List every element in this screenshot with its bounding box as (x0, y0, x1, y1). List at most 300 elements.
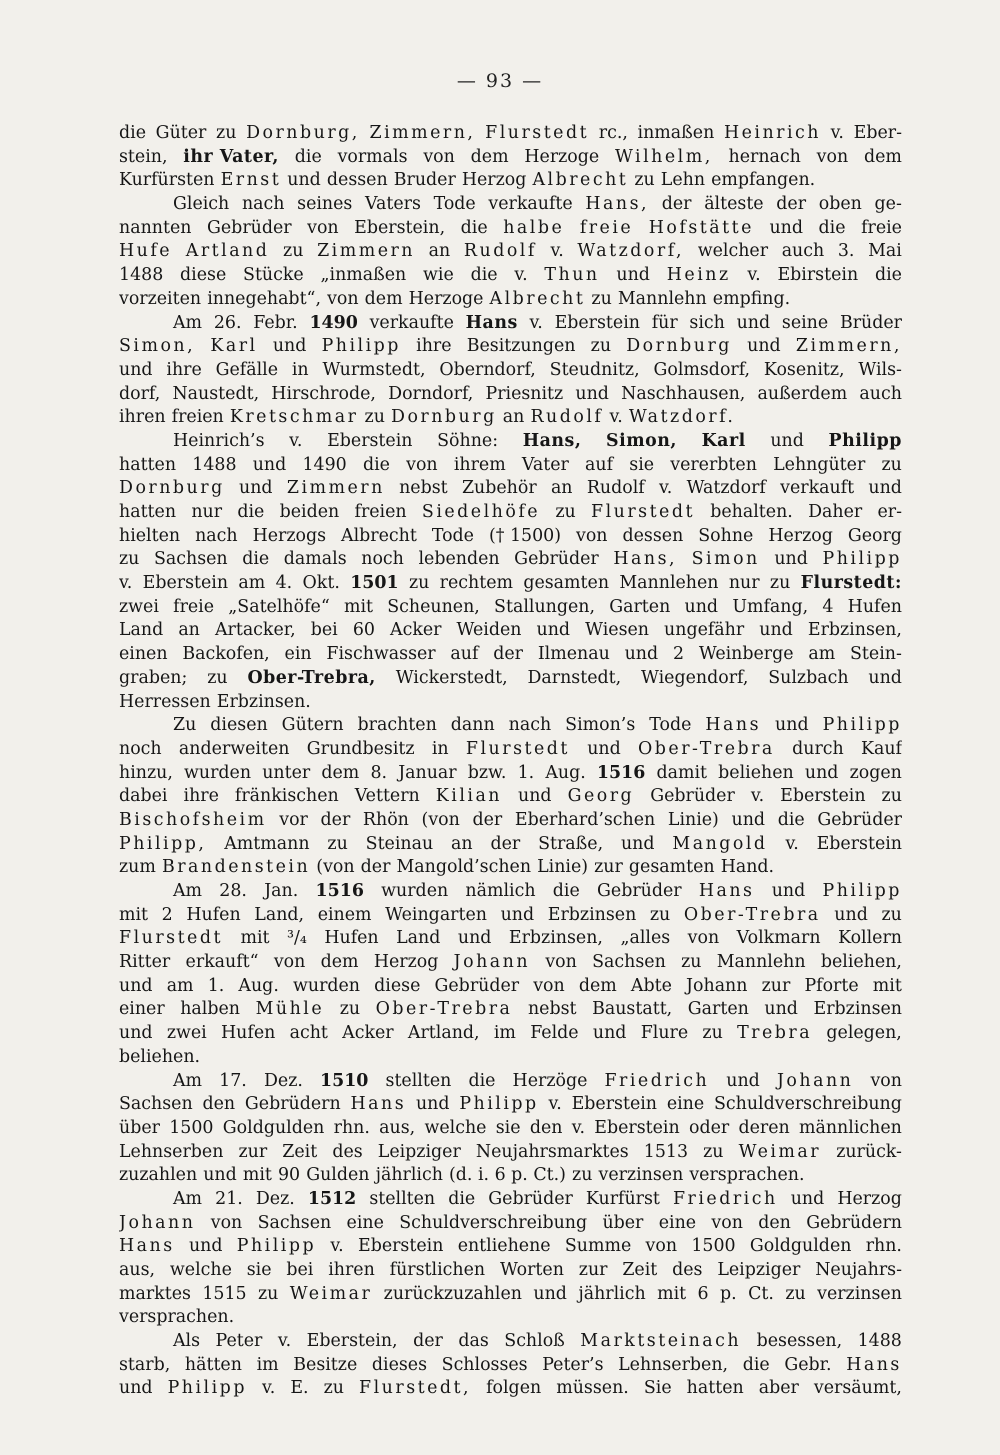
word: zum (119, 857, 156, 878)
word: Naschhausen, (621, 383, 746, 404)
word: Brüder (839, 312, 902, 333)
word: Friedrich (672, 1188, 778, 1209)
word: beliehen (718, 762, 794, 783)
word: Philipp (828, 430, 902, 451)
word: Philipp (167, 1378, 247, 1399)
word: an (550, 478, 573, 499)
word: verkaufte (369, 312, 454, 333)
word: ihren (119, 407, 166, 428)
word: ungefähr (664, 620, 745, 641)
word: Zimmern, (369, 123, 476, 143)
word: empfing. (712, 288, 791, 309)
word: Tode (649, 715, 692, 736)
word: zwei (119, 596, 159, 617)
word: v. (659, 478, 673, 499)
text-line (119, 643, 902, 667)
word: Gebrüdern (806, 1212, 902, 1233)
text-line (119, 217, 902, 241)
word: 3. (837, 241, 855, 262)
word: E. (290, 1378, 309, 1399)
text-line (119, 975, 902, 999)
word: 17. (219, 1070, 247, 1091)
word: Mannlehen (619, 573, 719, 594)
word: Land (119, 620, 164, 641)
word: Vater (521, 454, 569, 475)
word: Jan. (264, 881, 299, 901)
word: zu (649, 904, 671, 925)
word: am (238, 573, 266, 594)
word: zur (594, 857, 623, 878)
word: Januar (398, 762, 457, 783)
word: († 1500) (488, 525, 562, 546)
word: männlichen (799, 1117, 902, 1138)
word: Mai (868, 241, 902, 262)
word: ihre (183, 786, 219, 807)
word: innegehabt“, (207, 288, 321, 309)
word: zu (703, 1141, 724, 1162)
word: Artland, (407, 1023, 480, 1044)
word: Acker (390, 620, 442, 641)
word: Dorndorf, (388, 383, 474, 404)
word: die (470, 265, 498, 286)
word: erkauft“ (185, 952, 259, 973)
word: Besitze (293, 1354, 358, 1375)
text-line (119, 1330, 902, 1354)
word: Herzöge (512, 1070, 588, 1091)
word: diese (180, 265, 227, 286)
word: Marktsteinach (580, 1331, 742, 1352)
word: beliehen. (119, 1046, 201, 1067)
word: Tode (431, 525, 474, 546)
word: Lehngüter (773, 454, 866, 475)
word: Mangold (672, 833, 768, 854)
word: starb, (119, 1354, 171, 1375)
word: freie (579, 217, 634, 238)
word: und (616, 265, 650, 286)
word: Felde (530, 1023, 579, 1044)
word: der (493, 644, 523, 665)
word: und (774, 549, 808, 570)
word: Gütern (281, 715, 344, 736)
word: Lehnserben (119, 1141, 224, 1162)
word: Gebr. (784, 1354, 832, 1375)
text-line (119, 714, 902, 738)
word: Flurstedt (119, 928, 223, 949)
text-line (119, 904, 902, 928)
word: Hans (119, 1236, 175, 1257)
word: Johann (453, 952, 531, 973)
word: Artacker, (214, 620, 296, 641)
word: v. (830, 123, 844, 143)
word: die (294, 146, 322, 167)
text-line (119, 1022, 902, 1046)
word: v. (785, 833, 799, 854)
text-line (119, 264, 902, 288)
text-line (119, 596, 902, 620)
word: Weiden (456, 620, 522, 641)
word: sie (629, 454, 655, 475)
word: ihrem (453, 454, 506, 475)
word: und (771, 881, 806, 901)
word: von (576, 525, 608, 546)
word: die (119, 123, 146, 143)
word: Herzog (768, 525, 833, 546)
word: Steinau (365, 833, 434, 854)
word: nur (728, 573, 760, 594)
word: und (747, 336, 781, 357)
word: Goldgulden (222, 1117, 325, 1138)
word: einem (317, 904, 372, 925)
word: älteste (704, 194, 764, 215)
word: Priesnitz (485, 383, 564, 404)
word: eine (666, 1094, 705, 1115)
word: Okt. (302, 573, 340, 594)
word: Kilian (435, 786, 503, 807)
word: Bruder (393, 170, 456, 191)
word: Rudolf (463, 241, 537, 262)
word: Philipp (822, 549, 902, 570)
word: Peter (215, 1331, 263, 1352)
word: Brandenstein (161, 857, 311, 878)
word: Eberhard’schen (514, 809, 656, 830)
word: zu (555, 502, 576, 522)
word: vererbten (670, 454, 757, 475)
word: v. (119, 573, 133, 594)
word: Erbzinsen. (216, 691, 311, 712)
word: Hans (698, 881, 755, 901)
word: Hufe (119, 241, 173, 262)
word: Am (173, 881, 203, 901)
word: Schlosses (441, 1354, 528, 1375)
word: Hirschrode, (271, 383, 376, 404)
word: Leipziger (377, 1141, 461, 1162)
word: und (575, 383, 609, 404)
word: Herzoge (524, 146, 600, 167)
word: Aug. (238, 975, 279, 996)
word: stellten (385, 1070, 452, 1091)
word: v. (514, 265, 528, 286)
word: Ernst (220, 170, 282, 191)
word: Gleich (173, 194, 230, 215)
word: auf (585, 454, 614, 475)
word: Zubehör (461, 478, 537, 499)
word: Ober-Trebra (638, 738, 775, 759)
word: welche (169, 1260, 232, 1280)
body-text (119, 122, 902, 1401)
text-line (119, 193, 902, 217)
word: Wiesen (585, 620, 649, 641)
word: Simon’s (565, 715, 636, 736)
word: deren (738, 1117, 790, 1138)
word: Eberstein, (306, 1331, 398, 1352)
word: zu (327, 833, 348, 854)
word: v. (277, 1331, 292, 1352)
word: 1512 (307, 1188, 357, 1209)
word: mit (119, 904, 149, 925)
word: und (620, 833, 655, 854)
word: und (500, 904, 535, 925)
text-line (119, 122, 902, 146)
word: Schuldverschreibung (399, 1212, 588, 1233)
word: jährlich (375, 1165, 443, 1186)
word: Besitzungen (466, 336, 576, 357)
word: v. (609, 407, 623, 428)
word: aber (758, 1378, 799, 1399)
word: verkaufte (488, 194, 573, 215)
word: eine (346, 1212, 384, 1233)
word: von (210, 1212, 243, 1233)
word: zu (590, 336, 612, 357)
word: Linie) (667, 809, 719, 830)
word: des (672, 1260, 703, 1280)
word: und (731, 809, 766, 830)
word: ihren (328, 1260, 375, 1280)
word: Gebrüder (207, 217, 292, 238)
word: vormals (337, 146, 408, 167)
word: und (764, 999, 798, 1020)
word: 26. (213, 312, 242, 333)
word: auf (450, 644, 479, 665)
word: Dornburg, (246, 123, 360, 143)
word: Lehnserben, (618, 1354, 729, 1375)
text-line (119, 169, 902, 193)
word: hatten (119, 454, 177, 475)
word: Hans (846, 1354, 902, 1375)
word: dieses (371, 1354, 428, 1375)
word: die (242, 549, 270, 570)
word: zu (881, 454, 902, 475)
word: Karl (210, 336, 258, 357)
word: der (776, 194, 807, 215)
word: Friedrich (604, 1070, 710, 1091)
word: der (472, 809, 503, 830)
word: 21. (215, 1188, 243, 1209)
word: beliehen, (820, 952, 902, 973)
word: einer (119, 999, 165, 1020)
word: welche (424, 1117, 487, 1138)
text-line (119, 1188, 902, 1212)
word: hätten (184, 1354, 242, 1375)
word: ihr Vater, (183, 146, 279, 167)
word: 8. (370, 762, 388, 783)
word: nach (241, 194, 285, 215)
word: von (327, 288, 359, 309)
word: Gebrüder (434, 975, 520, 996)
word: Philipp (822, 881, 902, 901)
word: gelegen, (826, 1023, 902, 1044)
word: v. (548, 1094, 562, 1115)
word: am (166, 975, 194, 996)
word: ³/₄ (287, 928, 307, 949)
word: „Satelhöfe“ (228, 596, 330, 617)
word: und (415, 1094, 450, 1115)
word: Gebrüder (597, 881, 682, 901)
word: Mannlehn (617, 288, 707, 309)
word: Hans (705, 715, 762, 736)
word: fränkischen (234, 786, 339, 807)
word: nach (508, 715, 552, 736)
word: zu (702, 1023, 723, 1044)
word: wie (423, 265, 454, 286)
word: Flure (640, 1023, 689, 1044)
word: mit (240, 928, 270, 949)
word: zu (258, 1283, 279, 1304)
word: mit (242, 1165, 272, 1186)
word: marktes (119, 1283, 191, 1304)
word: 4. (275, 573, 293, 594)
word: Neujahrs- (815, 1260, 902, 1280)
word: Kurfürsten (119, 170, 215, 191)
word: Dornburg (391, 407, 497, 428)
text-line (119, 1354, 902, 1378)
word: Weingarten (385, 904, 487, 925)
word: Gebrüder (650, 786, 735, 807)
word: Rudolf (586, 478, 645, 499)
word: Georg (567, 786, 635, 807)
text-line (119, 1283, 902, 1307)
word: mit (343, 596, 373, 617)
word: und (592, 1023, 627, 1044)
word: „inmaßen (320, 265, 407, 286)
word: der (360, 857, 391, 878)
word: die (468, 1070, 496, 1091)
word: Land (396, 928, 441, 949)
word: Eberstein (554, 312, 640, 333)
word: Bischofsheim (119, 809, 267, 830)
word: v. (330, 1236, 344, 1257)
word: v. (550, 241, 564, 262)
text-line (119, 525, 902, 549)
word: Hofstätte (648, 217, 754, 238)
word: Erbzinsen (813, 999, 902, 1020)
word: graben; (119, 667, 188, 688)
word: Herzog (373, 952, 439, 973)
word: Albrecht (341, 525, 417, 546)
word: Flurstedt: (800, 573, 902, 594)
word: versäumt, (813, 1378, 902, 1399)
word: Hufen (847, 596, 902, 617)
word: Hufen (186, 904, 241, 925)
word: und (684, 596, 719, 617)
word: und (239, 478, 273, 499)
word: Stallungen, (494, 596, 595, 617)
word: 6 (697, 1283, 709, 1304)
word: diese (374, 975, 421, 996)
word: zu (785, 1283, 806, 1304)
word: den (529, 1117, 563, 1138)
word: Karl (701, 430, 746, 451)
word: Hufen (324, 928, 379, 949)
word: mit (657, 1283, 687, 1304)
word: die (362, 454, 390, 475)
word: von (406, 454, 438, 475)
word: dem (578, 975, 617, 996)
word: Aug. (545, 762, 586, 783)
word: der (490, 833, 521, 854)
word: zu (216, 123, 237, 143)
word: zu (207, 667, 228, 688)
word: v. (262, 1378, 276, 1399)
word: Wurmstedt, (322, 359, 426, 380)
word: verkauft (780, 478, 855, 499)
word: Kollern (838, 928, 902, 949)
word: hatten (686, 1378, 744, 1399)
word: von (545, 952, 577, 973)
text-line (119, 335, 902, 359)
word: und (272, 336, 307, 357)
word: Sachsen (153, 549, 228, 570)
word: 1500 (691, 1236, 736, 1257)
word: gesamten (628, 857, 715, 878)
word: zur (238, 1141, 268, 1162)
word: Summe (564, 1236, 632, 1257)
word: p. (720, 1283, 737, 1304)
word: Hans (465, 312, 518, 333)
word: entliehene (457, 1236, 551, 1257)
word: dessen (622, 525, 684, 546)
word: hatten (119, 502, 177, 522)
word: Eberstein (594, 1117, 680, 1138)
word: Heinz (666, 265, 731, 286)
word: Eberstein (571, 1094, 658, 1115)
word: dem (364, 288, 403, 309)
word: v. (289, 430, 303, 451)
text-line (119, 1117, 902, 1141)
word: Trebra (737, 1023, 813, 1044)
word: Kurfürst (585, 1188, 660, 1209)
word: halben (180, 999, 240, 1020)
word: zu (681, 952, 702, 973)
word: und (536, 620, 571, 641)
word: Dez. (255, 1188, 295, 1209)
word: Leipziger (717, 1260, 801, 1280)
word: und (769, 217, 803, 238)
word: rhn. (865, 1236, 902, 1257)
word: Hans, (585, 194, 650, 215)
word: seine (781, 312, 829, 333)
word: versprachen. (689, 1165, 805, 1186)
word: und (203, 1165, 237, 1186)
word: Garten (609, 596, 671, 617)
word: und (790, 1188, 825, 1209)
word: den (758, 1212, 791, 1233)
word: Dez. (263, 1070, 303, 1091)
word: Kosenitz, (763, 359, 845, 380)
word: der (661, 194, 692, 215)
word: seines (297, 194, 353, 215)
word: Wils- (858, 359, 902, 380)
word: Goldgulden (749, 1236, 852, 1257)
word: Sachsen (257, 1212, 332, 1233)
word: (von (421, 809, 460, 830)
word: Stein- (850, 644, 902, 665)
word: ein (284, 644, 312, 665)
word: Gebrüder (514, 549, 599, 570)
word: dabei (119, 786, 168, 807)
word: Fischwasser (326, 644, 436, 665)
word: Garten (687, 999, 749, 1020)
text-line (119, 691, 902, 715)
word: und (834, 904, 868, 925)
word: Mannlehn (716, 952, 806, 973)
word: Golmsdorf, (653, 359, 751, 380)
word: noch (119, 738, 162, 759)
word: und (533, 1283, 567, 1304)
text-line (119, 430, 902, 454)
word: Stücke (243, 265, 304, 286)
word: 90 (277, 1165, 301, 1186)
word: nur (191, 502, 223, 522)
